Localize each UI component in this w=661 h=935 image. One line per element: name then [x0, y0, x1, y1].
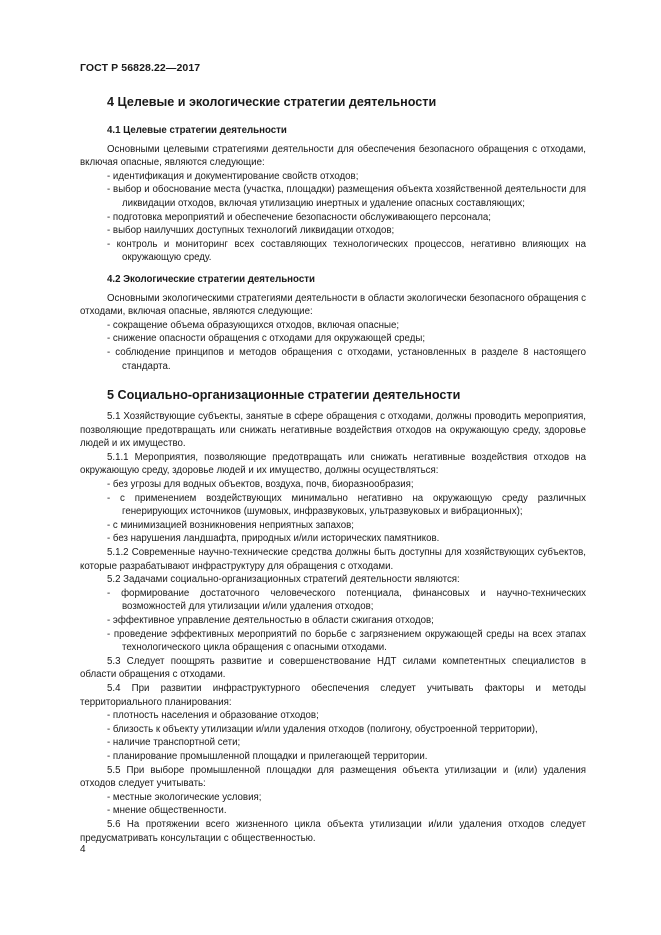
list-item: - планирование промышленной площадки и прилегающей территории. — [107, 750, 428, 762]
list-item: - снижение опасности обращения с отходами для окружающей среды; — [107, 333, 426, 345]
list-item: - выбор наилучших доступных технологий ликвидации отходов; — [107, 225, 395, 237]
list-item: - проведение эффективных мероприятий по борьбе с загрязнением окружающей среды на всех этапах технологического цикла обращения с опасными отходами. — [107, 628, 586, 654]
subsection-4-2-intro: Основными экологическими стратегиями деятельности в области экологически безопасного обращения с отходами, включая опасные, являются следующие: — [80, 292, 586, 318]
list-item: - без угрозы для водных объектов, воздуха, почв, биоразнообразия; — [107, 479, 414, 491]
paragraph-5-3: 5.3 Следует поощрять развитие и совершенствование НДТ силами компетентных специалистов в области обращения с отходами. — [80, 655, 586, 681]
paragraph-5-1-1: 5.1.1 Мероприятия, позволяющие предотвращать или снижать негативные воздействия отходов на окружающую среду, здоровье людей и их имущество, должны осуществляться: — [80, 451, 586, 477]
paragraph-5-6: 5.6 На протяжении всего жизненного цикла объекта утилизации и/или удаления отходов следует предусматривать консультации с общественностью. — [80, 818, 586, 844]
list-item: - без нарушения ландшафта, природных и/или исторических памятников. — [107, 533, 440, 545]
list-item: - идентификация и документирование свойств отходов; — [107, 170, 359, 182]
subsection-4-1-intro: Основными целевыми стратегиями деятельности для обеспечения безопасного обращения с отходами, включая опасные, являются следующие: — [80, 143, 586, 169]
list-item: - местные экологические условия; — [107, 791, 262, 803]
document-code: ГОСТ Р 56828.22—2017 — [80, 62, 201, 74]
list-item: - эффективное управление деятельностью в области сжигания отходов; — [107, 615, 434, 626]
list-item: - наличие транспортной сети; — [107, 737, 241, 749]
list-item: - формирование достаточного человеческого потенциала, финансовых и научно-технических возможностей для утилизации и/или удаления отходов; — [107, 587, 586, 613]
section-4-heading: 4 Целевые и экологические стратегии деятельности — [107, 95, 437, 109]
list-item: - с применением воздействующих минимально негативно на окружающую среду различных генерирующих источников (шумовых, инфразвуковых, ультразвуковых и вибрационных); — [107, 492, 586, 518]
paragraph-5-5: 5.5 При выборе промышленной площадки для размещения объекта утилизации и (или) удаления отходов следует учитывать: — [80, 764, 586, 790]
list-item: - сокращение объема образующихся отходов, включая опасные; — [107, 319, 400, 331]
paragraph-5-4: 5.4 При развитии инфраструктурного обеспечения следует учитывать факторы и методы территориального планирования: — [80, 682, 586, 708]
list-item: - подготовка мероприятий и обеспечение безопасности обслуживающего персонала; — [107, 211, 491, 223]
list-item: - мнение общественности. — [107, 805, 227, 817]
list-item: - с минимизацией возникновения неприятных запахов; — [107, 519, 354, 531]
list-item: - близость к объекту утилизации и/или удаления отходов (полигону, обустроенной территории), — [107, 723, 538, 735]
page-number: 4 — [80, 844, 86, 855]
list-item: - плотность населения и образование отходов; — [107, 710, 319, 722]
subsection-4-1-heading: 4.1 Целевые стратегии деятельности — [107, 125, 287, 136]
list-item: - контроль и мониторинг всех составляющих технологических процессов, негативно влияющих на окружающую среду. — [107, 238, 586, 264]
paragraph-5-1: 5.1 Хозяйствующие субъекты, занятые в сфере обращения с отходами, должны проводить мероприятия, позволяющие предотвращать или снижать негативные воздействия отходов на окружающую среду, здоровье людей и их имущество. — [80, 411, 586, 450]
list-item: - соблюдение принципов и методов обращения с отходами, установленных в разделе 8 настоящего стандарта. — [107, 346, 586, 372]
section-5-heading: 5 Социально-организационные стратегии деятельности — [107, 388, 461, 403]
paragraph-5-1-2: 5.1.2 Современные научно-технические средства должны быть доступны для хозяйствующих субъектов, которые разрабатывают инфраструктуру для обращения с отходами. — [80, 547, 586, 572]
paragraph-5-2: 5.2 Задачами социально-организационных стратегий деятельности являются: — [107, 574, 460, 586]
list-item: - выбор и обоснование места (участка, площадки) размещения объекта хозяйственной деятельности для ликвидации отходов, включая утилизацию инертных и удаление опасных составляющих; — [107, 184, 586, 209]
page-content — [80, 90, 586, 845]
subsection-4-2-heading: 4.2 Экологические стратегии деятельности — [107, 273, 315, 285]
